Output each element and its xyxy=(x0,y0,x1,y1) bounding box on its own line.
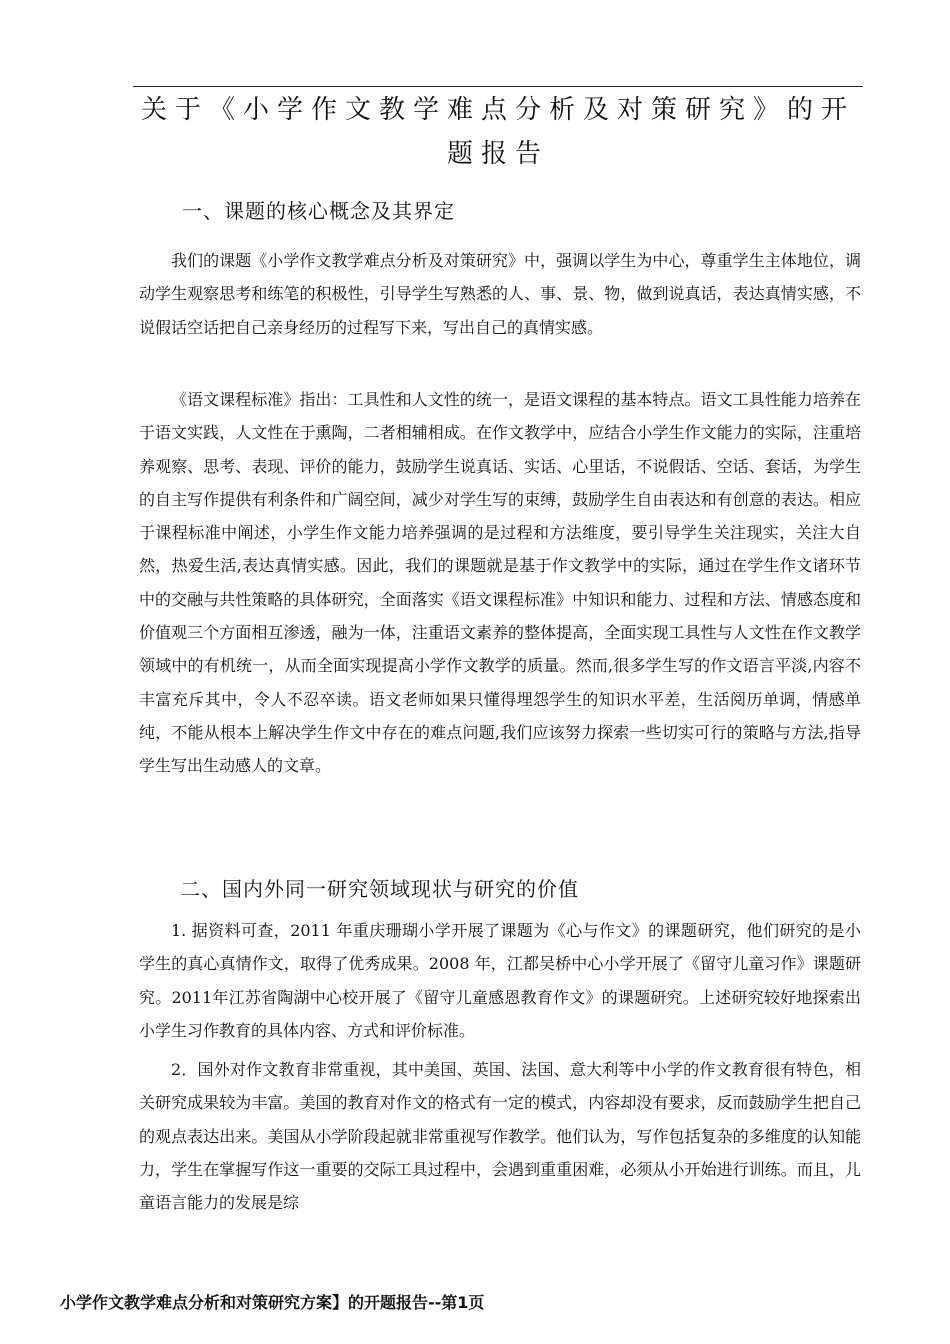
section-1-paragraph-1: 我们的课题《小学作文教学难点分析及对策研究》中，强调以学生为中心，尊重学生主体地位，调动学生观察思考和练笔的积极性，引导学生写熟悉的人、事、景、物，做到说真话，表达真情实感，不说假话空话把自己亲身经历的过程写下来，写出自己的真情实感。 xyxy=(139,251,861,337)
section-2-paragraph-1: 1. 据资料可查，2011 年重庆珊瑚小学开展了课题为《心与作文》的课题研究，他们研究的是小学生的真心真情作文，取得了优秀成果。2008 年，江都吴桥中心小学开展了《留守儿童习作》课题研究。2011年江苏省陶湖中心校开展了《留守儿童感恩教育作文》的课题研究。上述研究较好地探索出小学生习作教育的具体内容、方式和评价标准。 xyxy=(139,921,861,1040)
header-rule xyxy=(133,86,863,87)
section-1-paragraph-2: 《语文课程标准》指出：工具性和人文性的统一，是语文课程的基本特点。语文工具性能力培养在于语文实践，人文性在于熏陶，二者相辅相成。在作文教学中，应结合小学生作文能力的实际，注重培养观察、思考、表现、评价的能力，鼓励学生说真话、实话、心里话，不说假话、空话、套话，为学生的自主写作提供有利条件和广阔空间，减少对学生写的束缚，鼓励学生自由表达和有创意的表达。相应于课程标准中阐述，小学生作文能力培养强调的是过程和方法维度，要引导学生关注现实，关注大自然，热爱生活,表达真情实感。因此，我们的课题就是基于作文教学中的实际，通过在学生作文诸环节中的交融与共性策略的具体研究，全面落实《语文课程标准》中知识和能力、过程和方法、情感态度和价值观三个方面相互渗透，融为一体，注重语文素养的整体提高，全面实现工具性与人文性在作文教学领域中的有机统一，从而全面实现提高小学作文教学的质量。然而,很多学生写的作文语言平淡,内容不丰富充斥其中，令人不忍卒读。语文老师如果只懂得埋怨学生的知识水平差，生活阅历单调，情感单纯，不能从根本上解决学生作文中存在的难点问题,我们应该努力探索一些切实可行的策略与方法,指导学生写出生动感人的文章。 xyxy=(139,390,861,776)
section-2-heading: 二、国内外同一研究领域现状与研究的价值 xyxy=(180,877,579,901)
page-title: 关于《小学作文教学难点分析及对策研究》的开题报告 xyxy=(140,95,855,169)
section-1-heading: 一、课题的核心概念及其界定 xyxy=(182,199,455,223)
page-footer: 小学作文教学难点分析和对策研究方案】的开题报告--第1页 xyxy=(60,1293,485,1312)
section-2-paragraph-2: 2．国外对作文教育非常重视，其中美国、英国、法国、意大利等中小学的作文教育很有特色，相关研究成果较为丰富。美国的教育对作文的格式有一定的模式，内容却没有要求，反而鼓励学生把自己的观点表达出来。美国从小学阶段起就非常重视写作教学。他们认为，写作包括复杂的多维度的认知能力，学生在掌握写作这一重要的交际工具过程中，会遇到重重困难，必须从小开始进行训练。而且，儿童语言能力的发展是综 xyxy=(139,1060,861,1213)
